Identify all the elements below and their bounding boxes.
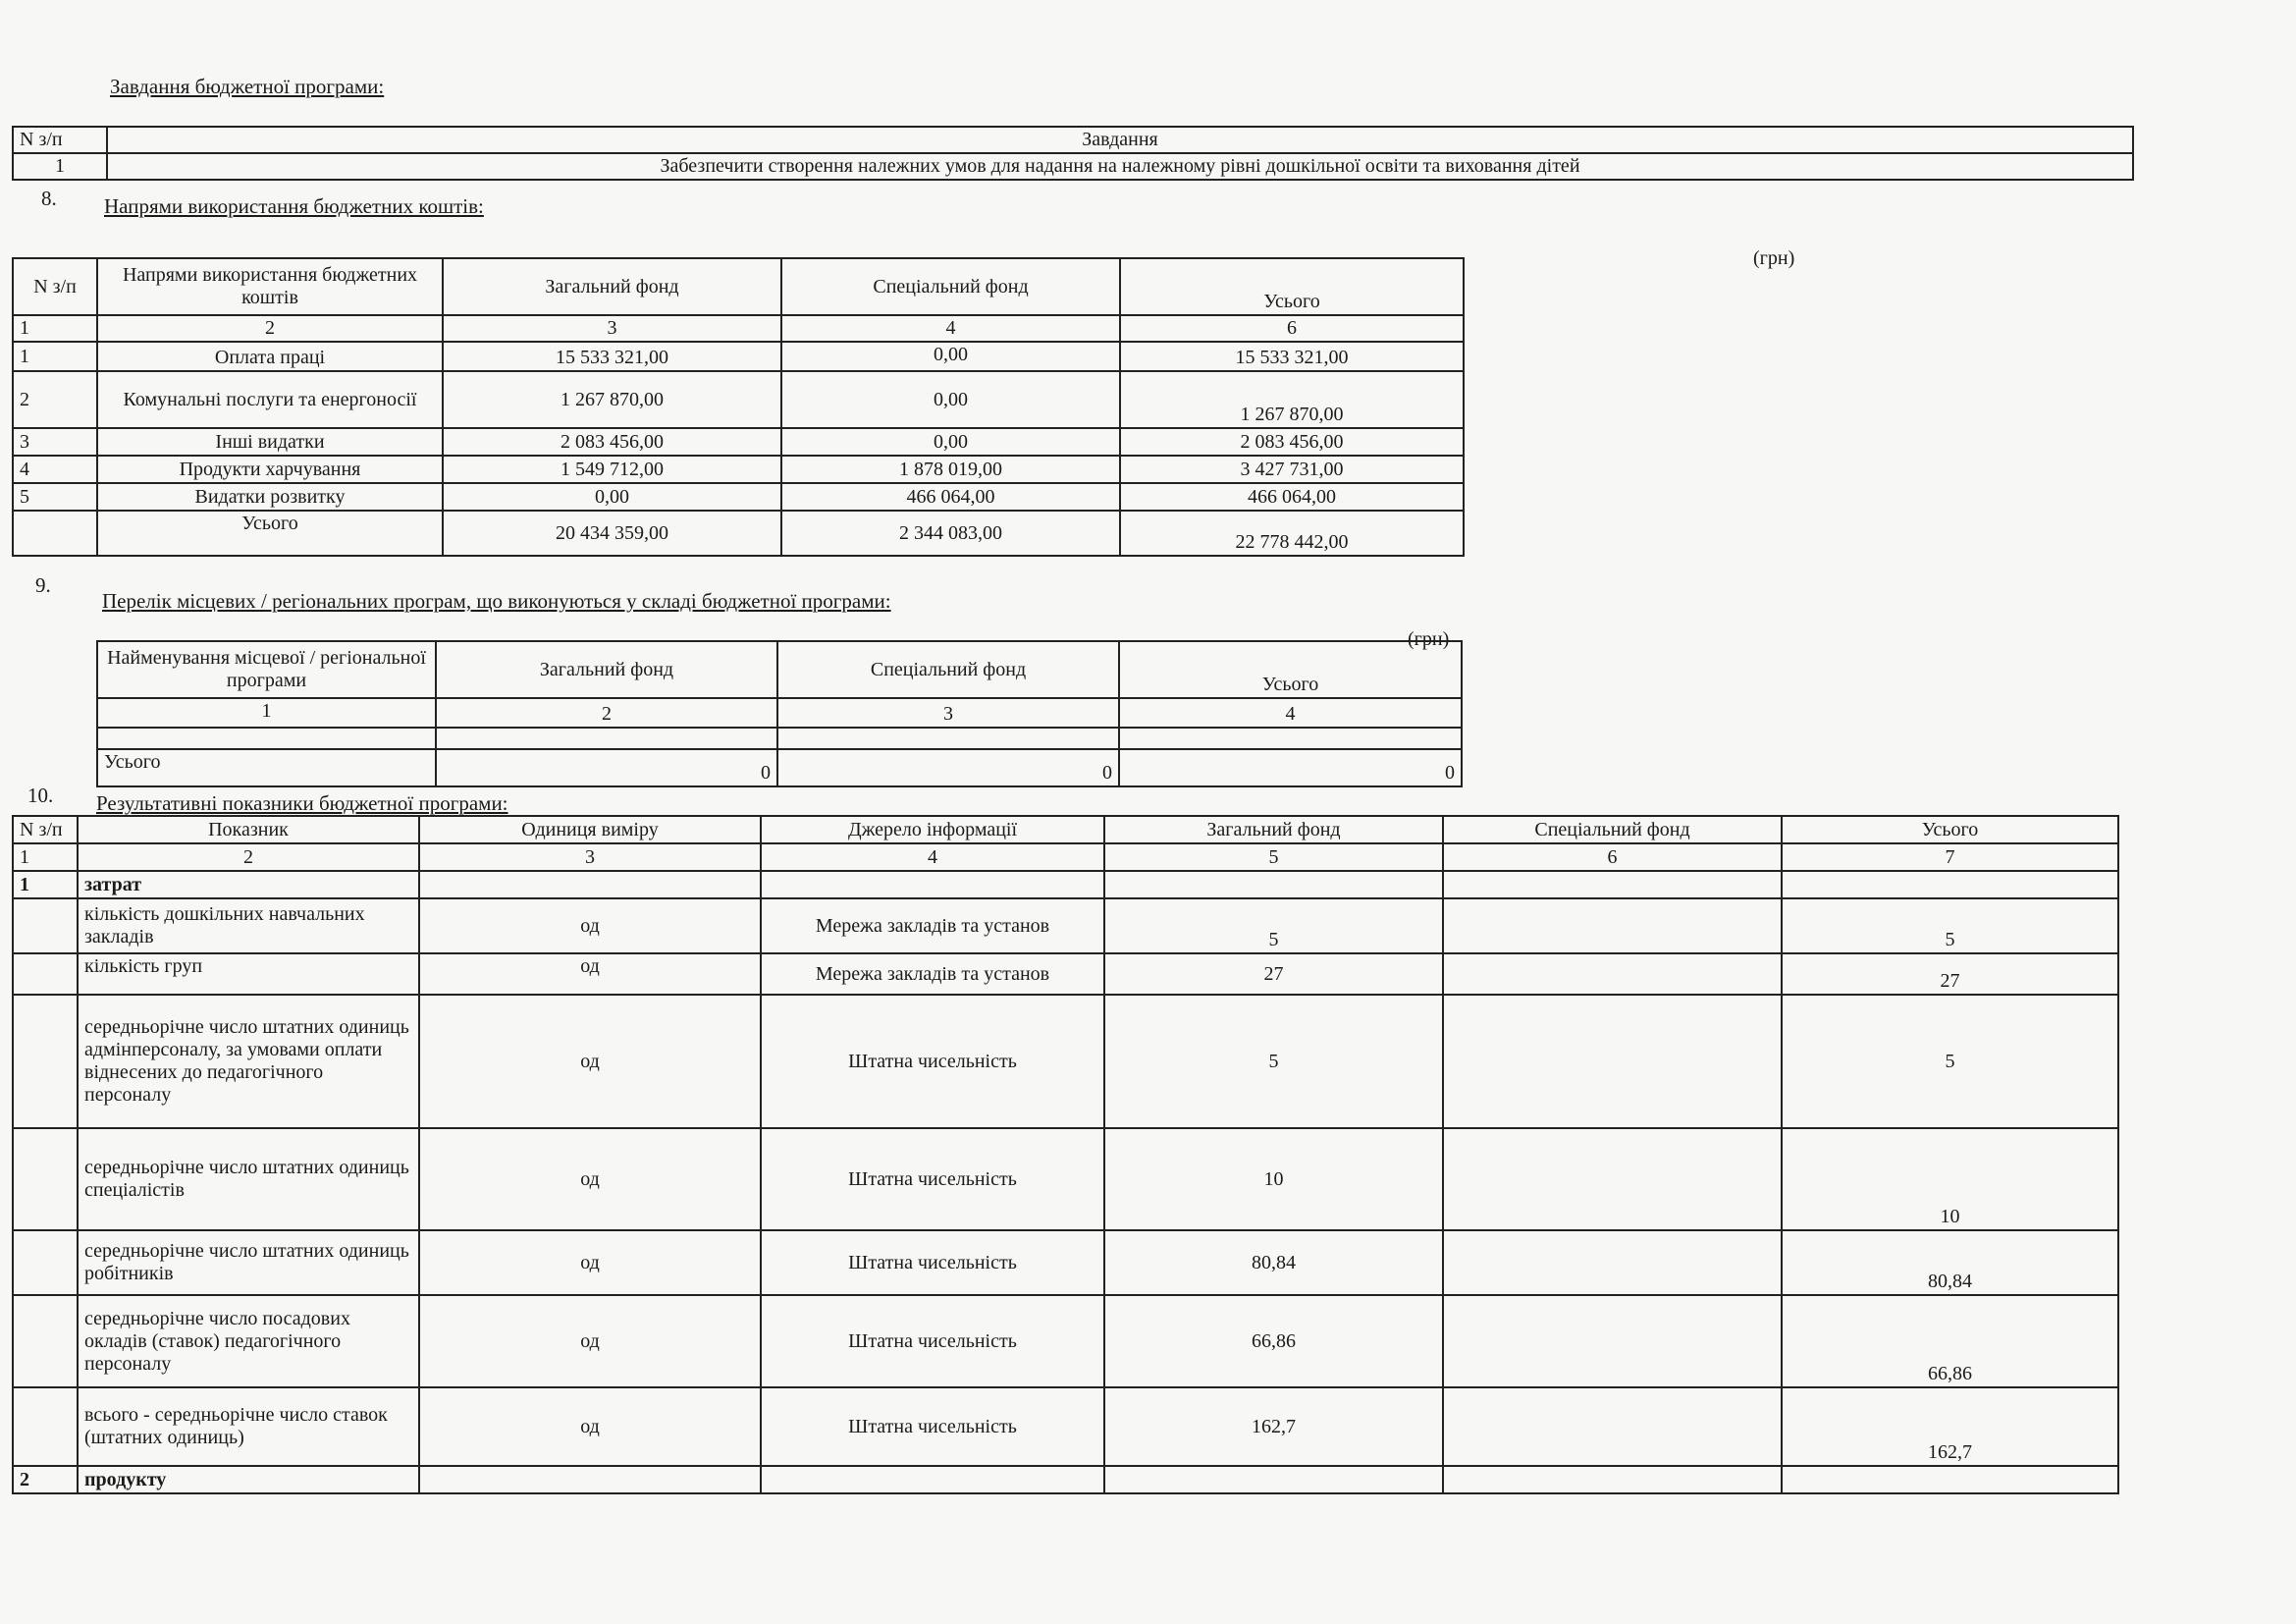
direction-name: Оплата праці bbox=[97, 342, 443, 371]
col-number: 1 bbox=[13, 315, 97, 342]
programs-number: 9. bbox=[35, 573, 51, 597]
indicator-general: 162,7 bbox=[1104, 1387, 1443, 1466]
indicator-name: середньорічне число штатних одиниць спеціалістів bbox=[78, 1128, 419, 1230]
direction-num: 4 bbox=[13, 456, 97, 483]
indicator-source: Штатна чисельність bbox=[761, 1230, 1104, 1295]
indicators-col-source: Джерело інформації bbox=[761, 816, 1104, 843]
empty-cell bbox=[13, 1128, 78, 1230]
direction-name: Видатки розвитку bbox=[97, 483, 443, 511]
empty-cell bbox=[777, 728, 1119, 749]
indicator-special bbox=[1443, 1128, 1782, 1230]
tasks-table bbox=[12, 126, 2134, 181]
direction-name: Продукти харчування bbox=[97, 456, 443, 483]
indicator-unit: од bbox=[419, 953, 761, 995]
direction-special: 0,00 bbox=[781, 342, 1120, 371]
table-row bbox=[13, 995, 2118, 1128]
directions-col-num: N з/п bbox=[13, 258, 97, 315]
col-number: 4 bbox=[761, 843, 1104, 871]
col-number: 2 bbox=[78, 843, 419, 871]
program-total-label: Усього bbox=[97, 749, 436, 786]
indicator-total: 80,84 bbox=[1782, 1230, 2118, 1295]
indicators-col-special: Спеціальний фонд bbox=[1443, 816, 1782, 843]
table-row bbox=[13, 1387, 2118, 1466]
program-total-total: 0 bbox=[1119, 749, 1462, 786]
col-number: 2 bbox=[97, 315, 443, 342]
direction-total: 3 427 731,00 bbox=[1120, 456, 1464, 483]
indicators-table bbox=[12, 815, 2119, 1494]
directions-unit: (грн) bbox=[1753, 247, 1795, 269]
direction-special: 0,00 bbox=[781, 428, 1120, 456]
indicators-section-row bbox=[13, 1466, 2118, 1493]
empty-cell bbox=[1443, 1466, 1782, 1493]
col-number: 6 bbox=[1443, 843, 1782, 871]
empty-cell bbox=[1443, 871, 1782, 898]
indicators-col-num: N з/п bbox=[13, 816, 78, 843]
indicator-source: Штатна чисельність bbox=[761, 1128, 1104, 1230]
empty-cell bbox=[13, 953, 78, 995]
table-row bbox=[13, 342, 1464, 371]
col-number: 6 bbox=[1120, 315, 1464, 342]
directions-total-row bbox=[13, 511, 1464, 556]
empty-cell bbox=[13, 1387, 78, 1466]
table-row bbox=[13, 1128, 2118, 1230]
indicator-general: 80,84 bbox=[1104, 1230, 1443, 1295]
indicator-unit: од bbox=[419, 995, 761, 1128]
programs-col-special: Спеціальний фонд bbox=[777, 641, 1119, 698]
empty-cell bbox=[419, 871, 761, 898]
direction-num: 1 bbox=[13, 342, 97, 371]
indicators-col-total: Усього bbox=[1782, 816, 2118, 843]
indicator-unit: од bbox=[419, 898, 761, 953]
table-row bbox=[13, 483, 1464, 511]
col-number: 3 bbox=[443, 315, 781, 342]
direction-general: 0,00 bbox=[443, 483, 781, 511]
direction-total-label: Усього bbox=[97, 511, 443, 556]
directions-col-numbers-row bbox=[13, 315, 1464, 342]
indicators-heading: Результативні показники бюджетної програми: bbox=[96, 791, 508, 815]
indicator-source: Мережа закладів та установ bbox=[761, 898, 1104, 953]
program-total-general: 0 bbox=[436, 749, 777, 786]
indicators-col-unit: Одиниця виміру bbox=[419, 816, 761, 843]
table-row bbox=[13, 456, 1464, 483]
indicator-source: Штатна чисельність bbox=[761, 995, 1104, 1128]
programs-col-general: Загальний фонд bbox=[436, 641, 777, 698]
empty-cell bbox=[761, 871, 1104, 898]
empty-cell bbox=[761, 1466, 1104, 1493]
empty-cell bbox=[13, 995, 78, 1128]
indicator-unit: од bbox=[419, 1128, 761, 1230]
section-name: затрат bbox=[78, 871, 419, 898]
indicator-total: 5 bbox=[1782, 898, 2118, 953]
empty-cell bbox=[436, 728, 777, 749]
indicators-col-general: Загальний фонд bbox=[1104, 816, 1443, 843]
empty-cell bbox=[13, 511, 97, 556]
col-number: 4 bbox=[781, 315, 1120, 342]
empty-cell bbox=[1782, 871, 2118, 898]
table-row bbox=[13, 153, 2133, 180]
indicator-unit: од bbox=[419, 1295, 761, 1387]
table-row bbox=[13, 953, 2118, 995]
direction-general: 2 083 456,00 bbox=[443, 428, 781, 456]
direction-name: Інші видатки bbox=[97, 428, 443, 456]
indicators-col-numbers-row bbox=[13, 843, 2118, 871]
indicator-special bbox=[1443, 1295, 1782, 1387]
direction-general: 1 549 712,00 bbox=[443, 456, 781, 483]
col-number: 1 bbox=[97, 698, 436, 728]
program-total-special: 0 bbox=[777, 749, 1119, 786]
section-name: продукту bbox=[78, 1466, 419, 1493]
indicator-name: всього - середньорічне число ставок (штатних одиниць) bbox=[78, 1387, 419, 1466]
direction-total-special: 2 344 083,00 bbox=[781, 511, 1120, 556]
programs-table bbox=[96, 640, 1463, 787]
indicator-total: 66,86 bbox=[1782, 1295, 2118, 1387]
direction-general: 1 267 870,00 bbox=[443, 371, 781, 428]
indicator-total: 10 bbox=[1782, 1128, 2118, 1230]
indicator-name: середньорічне число штатних одиниць адмінперсоналу, за умовами оплати віднесених до педагогічного персоналу bbox=[78, 995, 419, 1128]
direction-num: 2 bbox=[13, 371, 97, 428]
directions-table bbox=[12, 257, 1465, 557]
directions-col-total: Усього bbox=[1120, 258, 1464, 315]
indicator-source: Штатна чисельність bbox=[761, 1387, 1104, 1466]
table-row bbox=[13, 428, 1464, 456]
empty-cell bbox=[13, 898, 78, 953]
indicator-general: 5 bbox=[1104, 898, 1443, 953]
empty-cell bbox=[13, 1230, 78, 1295]
table-row bbox=[13, 898, 2118, 953]
direction-special: 466 064,00 bbox=[781, 483, 1120, 511]
indicator-unit: од bbox=[419, 1230, 761, 1295]
section-num: 2 bbox=[13, 1466, 78, 1493]
col-number: 4 bbox=[1119, 698, 1462, 728]
direction-special: 1 878 019,00 bbox=[781, 456, 1120, 483]
directions-col-name: Напрями використання бюджетних коштів bbox=[97, 258, 443, 315]
directions-col-special: Спеціальний фонд bbox=[781, 258, 1120, 315]
direction-total-general: 20 434 359,00 bbox=[443, 511, 781, 556]
indicators-header-row bbox=[13, 816, 2118, 843]
direction-num: 3 bbox=[13, 428, 97, 456]
indicator-name: кількість груп bbox=[78, 953, 419, 995]
task-text: Забезпечити створення належних умов для надання на належному рівні дошкільної освіти та виховання дітей bbox=[107, 153, 2133, 180]
indicators-col-name: Показник bbox=[78, 816, 419, 843]
indicator-source: Штатна чисельність bbox=[761, 1295, 1104, 1387]
empty-cell bbox=[419, 1466, 761, 1493]
indicator-total: 162,7 bbox=[1782, 1387, 2118, 1466]
direction-general: 15 533 321,00 bbox=[443, 342, 781, 371]
programs-col-total: Усього bbox=[1119, 641, 1462, 698]
table-row bbox=[13, 1295, 2118, 1387]
indicators-number: 10. bbox=[27, 784, 54, 807]
direction-name: Комунальні послуги та енергоносії bbox=[97, 371, 443, 428]
direction-total: 2 083 456,00 bbox=[1120, 428, 1464, 456]
directions-number: 8. bbox=[41, 187, 57, 210]
directions-heading: Напрями використання бюджетних коштів: bbox=[104, 194, 484, 218]
tasks-col-num: N з/п bbox=[13, 127, 107, 153]
indicator-name: середньорічне число посадових окладів (ставок) педагогічного персоналу bbox=[78, 1295, 419, 1387]
empty-cell bbox=[13, 1295, 78, 1387]
indicator-name: кількість дошкільних навчальних закладів bbox=[78, 898, 419, 953]
direction-total-total: 22 778 442,00 bbox=[1120, 511, 1464, 556]
direction-total: 1 267 870,00 bbox=[1120, 371, 1464, 428]
indicator-general: 66,86 bbox=[1104, 1295, 1443, 1387]
empty-cell bbox=[1782, 1466, 2118, 1493]
indicator-general: 27 bbox=[1104, 953, 1443, 995]
empty-cell bbox=[1119, 728, 1462, 749]
indicator-special bbox=[1443, 995, 1782, 1128]
indicator-special bbox=[1443, 953, 1782, 995]
tasks-heading: Завдання бюджетної програми: bbox=[110, 75, 385, 98]
programs-unit: (грн) bbox=[1408, 628, 1450, 650]
indicator-general: 10 bbox=[1104, 1128, 1443, 1230]
direction-num: 5 bbox=[13, 483, 97, 511]
indicator-special bbox=[1443, 1387, 1782, 1466]
col-number: 3 bbox=[419, 843, 761, 871]
directions-header-row bbox=[13, 258, 1464, 315]
col-number: 5 bbox=[1104, 843, 1443, 871]
indicator-special bbox=[1443, 898, 1782, 953]
indicator-unit: од bbox=[419, 1387, 761, 1466]
table-row bbox=[13, 1230, 2118, 1295]
programs-empty-row bbox=[97, 728, 1462, 749]
indicator-total: 27 bbox=[1782, 953, 2118, 995]
col-number: 3 bbox=[777, 698, 1119, 728]
programs-header-row bbox=[97, 641, 1462, 698]
indicators-section-row bbox=[13, 871, 2118, 898]
programs-col-name: Найменування місцевої / регіональної програми bbox=[97, 641, 436, 698]
col-number: 7 bbox=[1782, 843, 2118, 871]
section-num: 1 bbox=[13, 871, 78, 898]
directions-col-general: Загальний фонд bbox=[443, 258, 781, 315]
indicator-source: Мережа закладів та установ bbox=[761, 953, 1104, 995]
indicator-special bbox=[1443, 1230, 1782, 1295]
tasks-header-row bbox=[13, 127, 2133, 153]
empty-cell bbox=[1104, 1466, 1443, 1493]
table-row bbox=[13, 371, 1464, 428]
empty-cell bbox=[1104, 871, 1443, 898]
col-number: 2 bbox=[436, 698, 777, 728]
tasks-col-task: Завдання bbox=[107, 127, 2133, 153]
programs-col-numbers-row bbox=[97, 698, 1462, 728]
programs-heading: Перелік місцевих / регіональних програм, що виконуються у складі бюджетної програми: bbox=[102, 589, 891, 613]
col-number: 1 bbox=[13, 843, 78, 871]
direction-total: 15 533 321,00 bbox=[1120, 342, 1464, 371]
programs-total-row bbox=[97, 749, 1462, 786]
indicator-name: середньорічне число штатних одиниць робітників bbox=[78, 1230, 419, 1295]
direction-special: 0,00 bbox=[781, 371, 1120, 428]
empty-cell bbox=[97, 728, 436, 749]
indicator-general: 5 bbox=[1104, 995, 1443, 1128]
direction-total: 466 064,00 bbox=[1120, 483, 1464, 511]
task-num: 1 bbox=[13, 153, 107, 180]
indicator-total: 5 bbox=[1782, 995, 2118, 1128]
